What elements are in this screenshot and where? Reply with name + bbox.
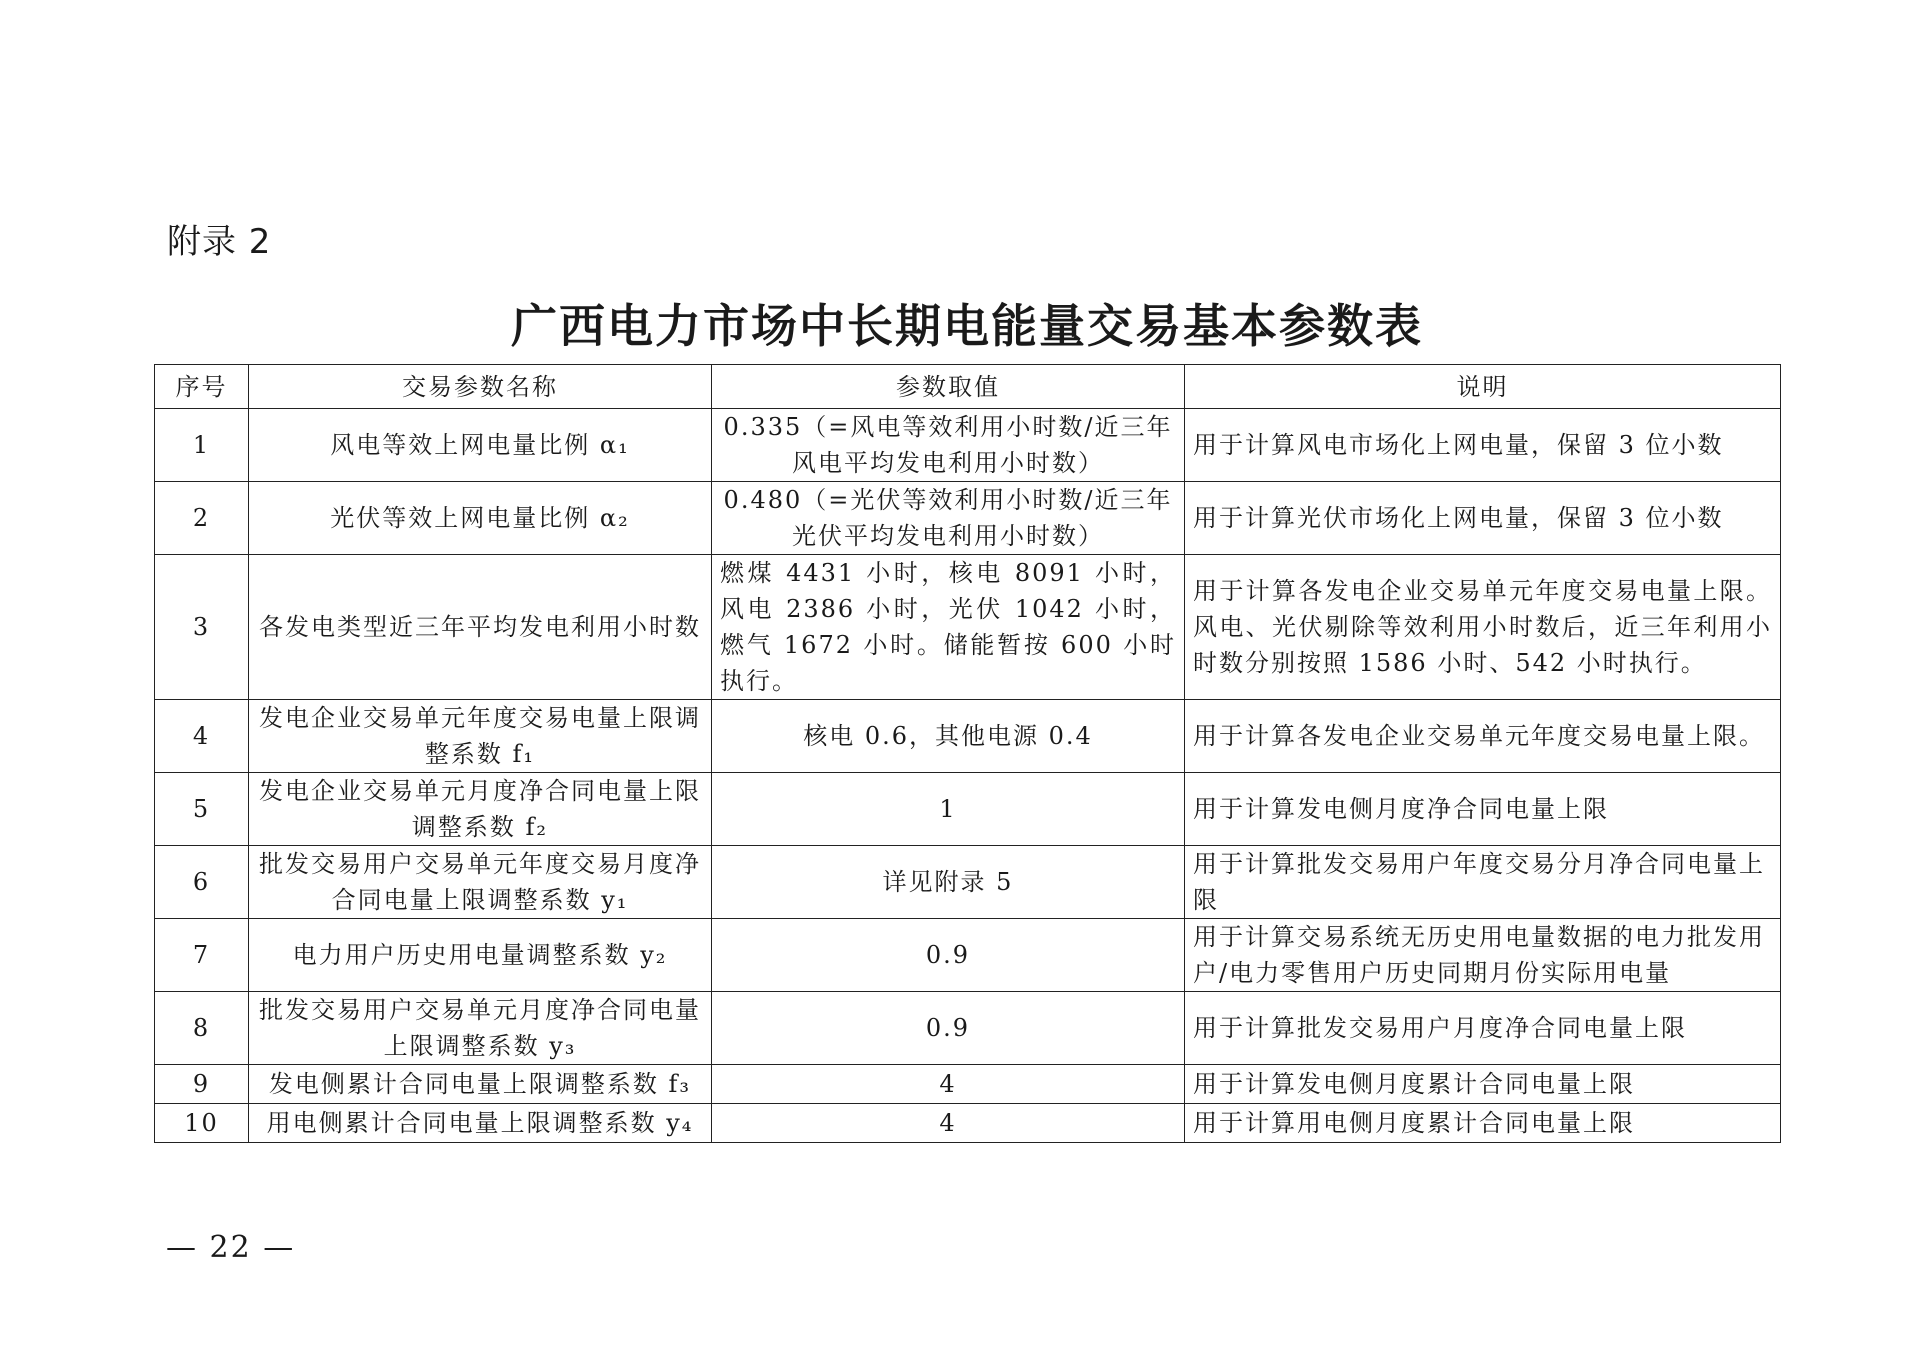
table-row [155, 1104, 1781, 1143]
page-number: — 22 — [166, 1230, 296, 1265]
row-name: 批发交易用户交易单元年度交易月度净合同电量上限调整系数 y₁ [249, 846, 712, 919]
row-no: 3 [155, 555, 249, 700]
row-value: 0.335（=风电等效利用小时数/近三年风电平均发电利用小时数） [712, 409, 1185, 482]
table-header-row [155, 365, 1781, 409]
row-desc: 用于计算各发电企业交易单元年度交易电量上限。 [1185, 700, 1781, 773]
row-name: 电力用户历史用电量调整系数 y₂ [249, 919, 712, 992]
row-no: 4 [155, 700, 249, 773]
row-no: 7 [155, 919, 249, 992]
row-no: 6 [155, 846, 249, 919]
row-desc: 用于计算批发交易用户月度净合同电量上限 [1185, 992, 1781, 1065]
row-no: 9 [155, 1065, 249, 1104]
row-name: 光伏等效上网电量比例 α₂ [249, 482, 712, 555]
row-desc: 用于计算用电侧月度累计合同电量上限 [1185, 1104, 1781, 1143]
row-desc: 用于计算风电市场化上网电量，保留 3 位小数 [1185, 409, 1781, 482]
parameter-table [154, 364, 1781, 1143]
row-no: 1 [155, 409, 249, 482]
row-name: 用电侧累计合同电量上限调整系数 y₄ [249, 1104, 712, 1143]
table-row [155, 773, 1781, 846]
table-row [155, 555, 1781, 700]
row-no: 5 [155, 773, 249, 846]
row-desc: 用于计算交易系统无历史用电量数据的电力批发用户/电力零售用户历史同期月份实际用电量 [1185, 919, 1781, 992]
header-no: 序号 [155, 365, 249, 409]
row-desc: 用于计算发电侧月度累计合同电量上限 [1185, 1065, 1781, 1104]
row-desc: 用于计算发电侧月度净合同电量上限 [1185, 773, 1781, 846]
row-value: 0.9 [712, 919, 1185, 992]
table-row [155, 1065, 1781, 1104]
row-name: 发电企业交易单元月度净合同电量上限调整系数 f₂ [249, 773, 712, 846]
row-value: 0.9 [712, 992, 1185, 1065]
row-value: 1 [712, 773, 1185, 846]
row-desc: 用于计算批发交易用户年度交易分月净合同电量上限 [1185, 846, 1781, 919]
row-no: 8 [155, 992, 249, 1065]
header-value: 参数取值 [712, 365, 1185, 409]
table-row [155, 919, 1781, 992]
row-no: 10 [155, 1104, 249, 1143]
row-value: 详见附录 5 [712, 846, 1185, 919]
header-name: 交易参数名称 [249, 365, 712, 409]
table-row [155, 846, 1781, 919]
row-desc: 用于计算各发电企业交易单元年度交易电量上限。风电、光伏剔除等效利用小时数后，近三年利用小时数分别按照 1586 小时、542 小时执行。 [1185, 555, 1781, 700]
row-name: 批发交易用户交易单元月度净合同电量上限调整系数 y₃ [249, 992, 712, 1065]
row-desc: 用于计算光伏市场化上网电量，保留 3 位小数 [1185, 482, 1781, 555]
header-desc: 说明 [1185, 365, 1781, 409]
table-row [155, 482, 1781, 555]
row-no: 2 [155, 482, 249, 555]
row-name: 风电等效上网电量比例 α₁ [249, 409, 712, 482]
row-name: 各发电类型近三年平均发电利用小时数 [249, 555, 712, 700]
appendix-label: 附录 2 [167, 222, 272, 262]
table-row [155, 700, 1781, 773]
table-row [155, 409, 1781, 482]
row-value: 0.480（=光伏等效利用小时数/近三年光伏平均发电利用小时数） [712, 482, 1185, 555]
row-name: 发电企业交易单元年度交易电量上限调整系数 f₁ [249, 700, 712, 773]
row-value: 核电 0.6，其他电源 0.4 [712, 700, 1185, 773]
table-row [155, 992, 1781, 1065]
row-value: 4 [712, 1104, 1185, 1143]
row-name: 发电侧累计合同电量上限调整系数 f₃ [249, 1065, 712, 1104]
row-value: 燃煤 4431 小时，核电 8091 小时，风电 2386 小时，光伏 1042 小时，燃气 1672 小时。储能暂按 600 小时执行。 [712, 555, 1185, 700]
row-value: 4 [712, 1065, 1185, 1104]
document-title: 广西电力市场中长期电能量交易基本参数表 [511, 299, 1423, 353]
